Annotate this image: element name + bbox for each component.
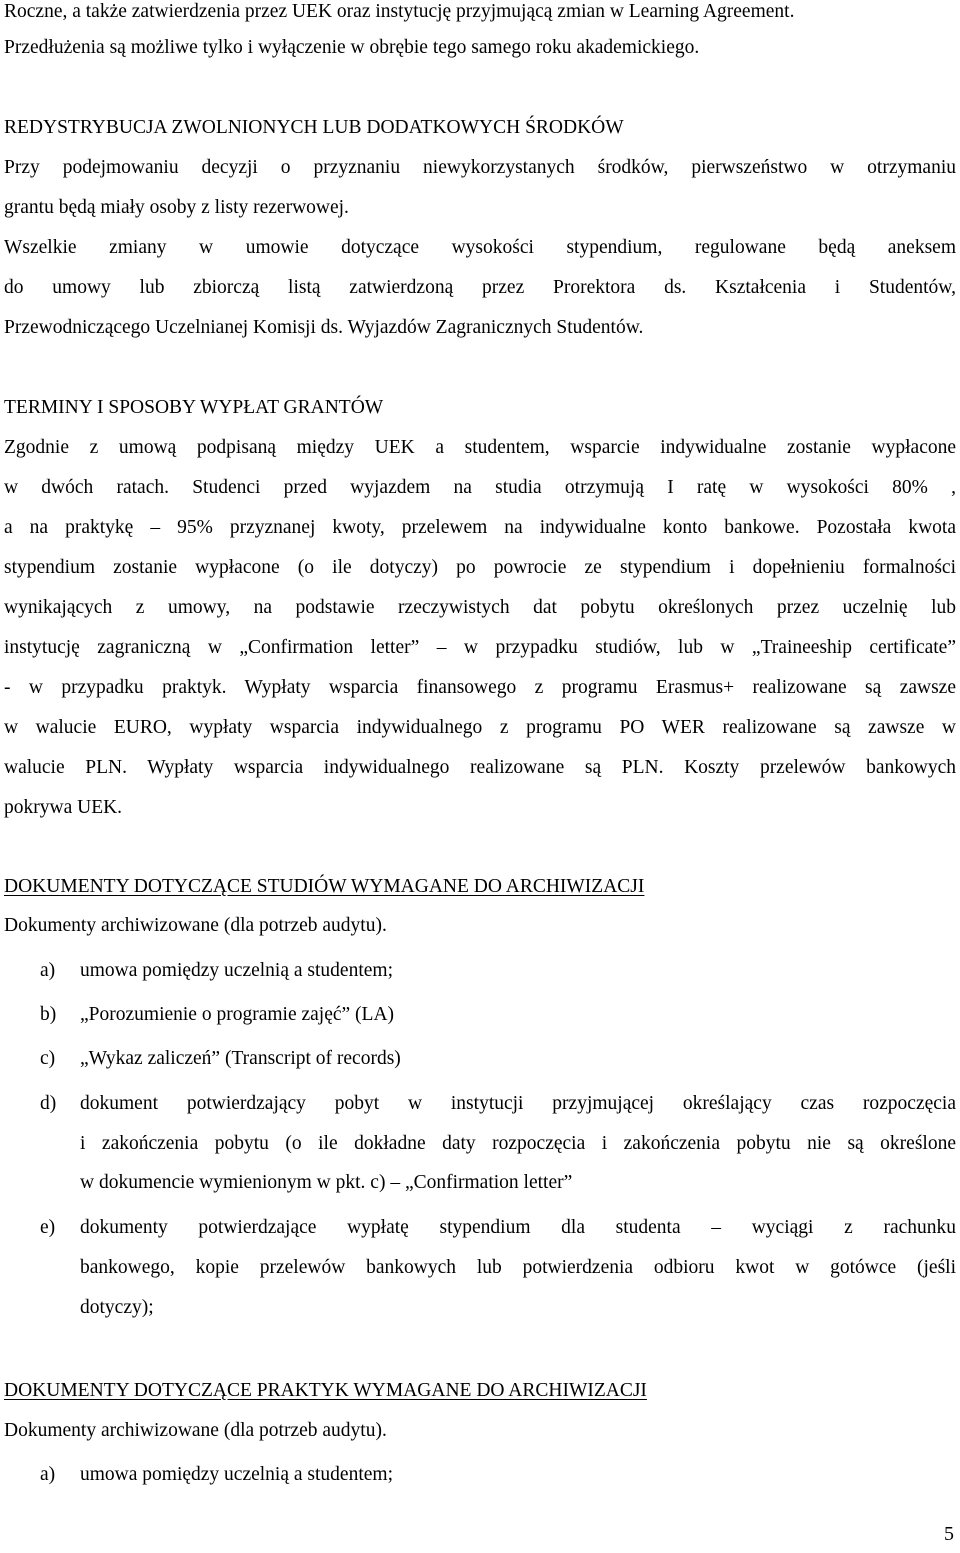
redistribution-line-4: do umowy lub zbiorczą listą zatwierdzoną przez Prorektora ds. Kształcenia i Studentów, bbox=[4, 277, 956, 298]
redistribution-line-2: grantu będą miały osoby z listy rezerwowej. bbox=[4, 197, 349, 218]
study-item-d-label: d) bbox=[40, 1093, 57, 1114]
internship-item-a-text: umowa pomiędzy uczelnią a studentem; bbox=[80, 1464, 393, 1485]
intro-line-2: Przedłużenia są możliwe tylko i wyłączenie w obrębie tego samego roku akademickiego. bbox=[4, 37, 700, 58]
study-item-b-label: b) bbox=[40, 1004, 57, 1025]
study-item-c-label: c) bbox=[40, 1048, 56, 1069]
payments-line-3: a na praktykę – 95% przyznanej kwoty, przelewem na indywidualne konto bankowe. Pozostała kwota bbox=[4, 517, 956, 538]
redistribution-line-3: Wszelkie zmiany w umowie dotyczące wysokości stypendium, regulowane będą aneksem bbox=[4, 237, 956, 258]
redistribution-line-1: Przy podejmowaniu decyzji o przyznaniu niewykorzystanych środków, pierwszeństwo w otrzymaniu bbox=[4, 157, 956, 178]
payments-line-2: w dwóch ratach. Studenci przed wyjazdem na studia otrzymują I ratę w wysokości 80% , bbox=[4, 477, 956, 498]
study-item-e-line-3: dotyczy); bbox=[80, 1297, 154, 1318]
study-docs-subheading: Dokumenty archiwizowane (dla potrzeb audytu). bbox=[4, 915, 387, 936]
study-item-d-line-1: dokument potwierdzający pobyt w instytucji przyjmującej określający czas rozpoczęcia bbox=[80, 1093, 956, 1114]
heading-payments: TERMINY I SPOSOBY WYPŁAT GRANTÓW bbox=[4, 397, 384, 418]
payments-line-7: - w przypadku praktyk. Wypłaty wsparcia finansowego z programu Erasmus+ realizowane są zawsze bbox=[4, 677, 956, 698]
study-item-d-line-3: w dokumencie wymienionym w pkt. c) – „Confirmation letter” bbox=[80, 1172, 573, 1193]
intro-line-1: Roczne, a także zatwierdzenia przez UEK oraz instytucję przyjmującą zmian w Learning Agreement. bbox=[4, 1, 795, 22]
study-item-e-line-1: dokumenty potwierdzające wypłatę stypendium dla studenta – wyciągi z rachunku bbox=[80, 1217, 956, 1238]
study-item-e-label: e) bbox=[40, 1217, 56, 1238]
payments-line-5: wynikających z umowy, na podstawie rzeczywistych dat pobytu określonych przez uczelnię lub bbox=[4, 597, 956, 618]
heading-study-documents: DOKUMENTY DOTYCZĄCE STUDIÓW WYMAGANE DO ARCHIWIZACJI bbox=[4, 876, 645, 897]
study-item-a-text: umowa pomiędzy uczelnią a studentem; bbox=[80, 960, 393, 981]
internship-docs-subheading: Dokumenty archiwizowane (dla potrzeb audytu). bbox=[4, 1420, 387, 1441]
payments-line-4: stypendium zostanie wypłacone (o ile dotyczy) po powrocie ze stypendium i dopełnieniu formalności bbox=[4, 557, 956, 578]
study-item-b-text: „Porozumienie o programie zajęć” (LA) bbox=[80, 1004, 395, 1025]
study-item-c-text: „Wykaz zaliczeń” (Transcript of records) bbox=[80, 1048, 401, 1069]
heading-internship-documents: DOKUMENTY DOTYCZĄCE PRAKTYK WYMAGANE DO ARCHIWIZACJI bbox=[4, 1380, 647, 1401]
payments-line-8: w walucie EURO, wypłaty wsparcia indywidualnego z programu PO WER realizowane są zawsze w bbox=[4, 717, 956, 738]
redistribution-line-5: Przewodniczącego Uczelnianej Komisji ds. Wyjazdów Zagranicznych Studentów. bbox=[4, 317, 644, 338]
page-number: 5 bbox=[944, 1523, 954, 1545]
payments-line-6: instytucję zagraniczną w „Confirmation letter” – w przypadku studiów, lub w „Traineeship certificate” bbox=[4, 637, 956, 658]
payments-line-9: walucie PLN. Wypłaty wsparcia indywidualnego realizowane są PLN. Koszty przelewów bankowych bbox=[4, 757, 956, 778]
payments-line-1: Zgodnie z umową podpisaną między UEK a studentem, wsparcie indywidualne zostanie wypłacone bbox=[4, 437, 956, 458]
heading-redistribution: REDYSTRYBUCJA ZWOLNIONYCH LUB DODATKOWYCH ŚRODKÓW bbox=[4, 117, 624, 138]
study-item-a-label: a) bbox=[40, 960, 56, 981]
study-item-d-line-2: i zakończenia pobytu (o ile dokładne daty rozpoczęcia i zakończenia pobytu nie są określone bbox=[80, 1133, 956, 1154]
internship-item-a-label: a) bbox=[40, 1464, 56, 1485]
study-item-e-line-2: bankowego, kopie przelewów bankowych lub potwierdzenia odbioru kwot w gotówce (jeśli bbox=[80, 1257, 956, 1278]
payments-line-10: pokrywa UEK. bbox=[4, 797, 123, 818]
